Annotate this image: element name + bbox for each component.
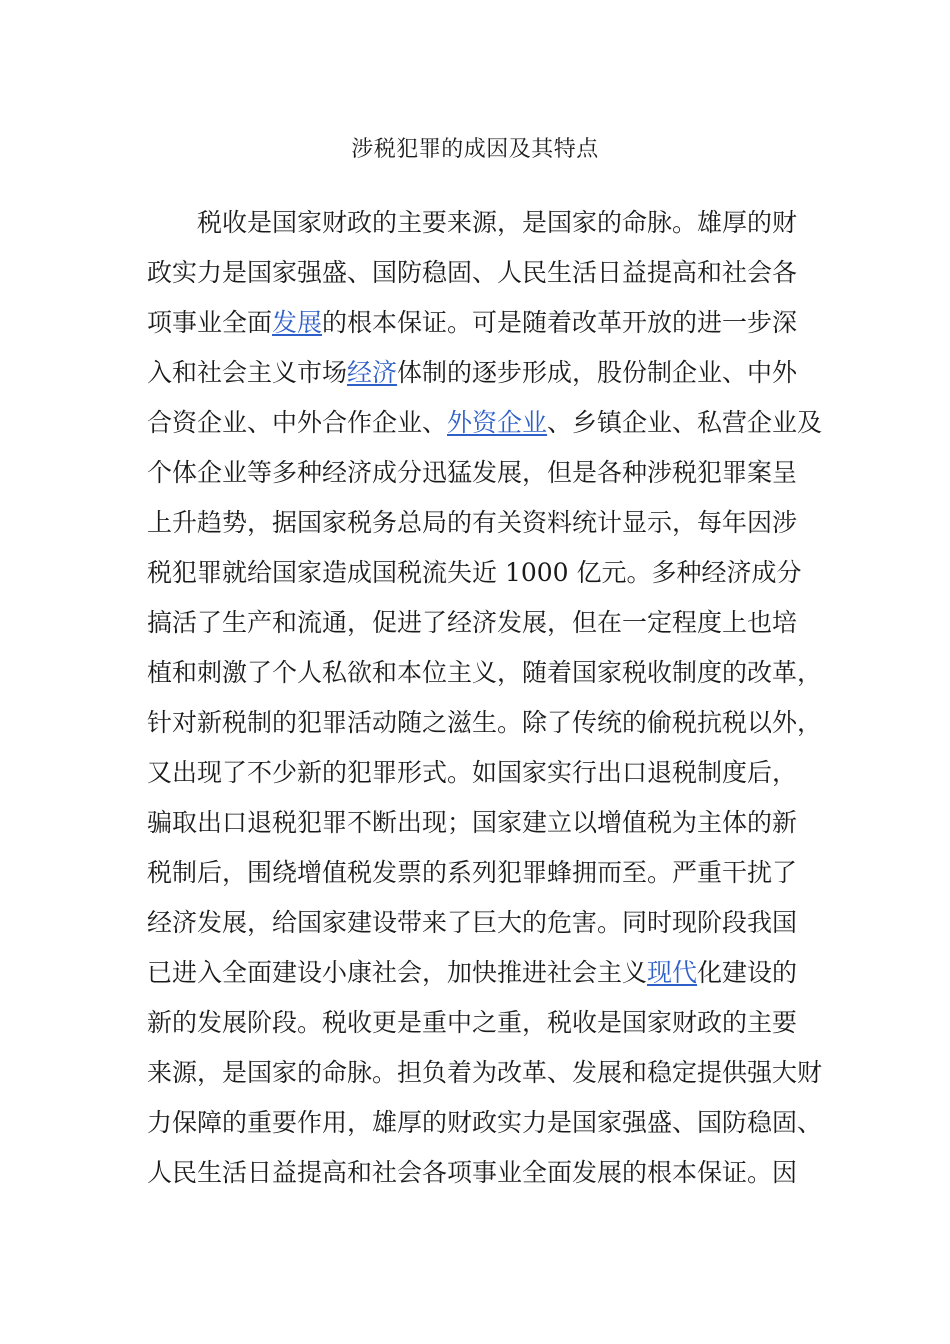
text-line [147,298,827,348]
text-run: 植和刺激了个人私欲和本位主义，随着国家税收制度的改革， [147,658,823,687]
text-run: 搞活了生产和流通，促进了经济发展，但在一定程度上也培 [147,608,798,637]
body-paragraph [147,198,827,1198]
text-line [147,898,827,948]
inline-link[interactable]: 现代 [647,958,698,987]
inline-link[interactable]: 经济 [347,358,398,387]
text-line [147,448,827,498]
text-line [147,198,827,248]
text-run: 税制后，围绕增值税发票的系列犯罪蜂拥而至。严重干扰了 [147,858,798,887]
text-run: 入和社会主义市场 [147,358,348,387]
text-run: 新的发展阶段。税收更是重中之重，税收是国家财政的主要 [147,1008,798,1037]
text-line [147,998,827,1048]
text-run: 又出现了不少新的犯罪形式。如国家实行出口退税制度后， [147,758,798,787]
text-line [147,1048,827,1098]
text-run: 人民生活日益提高和社会各项事业全面发展的根本保证。因 [147,1158,798,1187]
text-run: 已进入全面建设小康社会，加快推进社会主义 [147,958,648,987]
text-line [147,1148,827,1198]
text-line [147,698,827,748]
text-run: 针对新税制的犯罪活动随之滋生。除了传统的偷税抗税以外， [147,708,823,737]
text-line [147,798,827,848]
text-run: 力保障的重要作用，雄厚的财政实力是国家强盛、国防稳固、 [147,1108,823,1137]
text-run: 体制的逐步形成，股份制企业、中外 [397,358,798,387]
text-run: 合资企业、中外合作企业、 [147,408,448,437]
inline-link[interactable]: 发展 [272,308,323,337]
text-run: 、乡镇企业、私营企业及 [547,408,823,437]
text-run: 来源，是国家的命脉。担负着为改革、发展和稳定提供强大财 [147,1058,823,1087]
text-run: 化建设的 [697,958,798,987]
text-line [147,248,827,298]
text-line [147,348,827,398]
text-run: 项事业全面 [147,308,273,337]
text-run: 经济发展，给国家建设带来了巨大的危害。同时现阶段我国 [147,908,798,937]
text-run: 税收是国家财政的主要来源，是国家的命脉。雄厚的财 [197,208,798,237]
text-line [147,1098,827,1148]
text-line [147,548,827,598]
text-line [147,398,827,448]
text-line [147,648,827,698]
document-title: 涉税犯罪的成因及其特点 [351,137,599,162]
text-line [147,748,827,798]
text-run: 政实力是国家强盛、国防稳固、人民生活日益提高和社会各 [147,258,798,287]
text-run: 个体企业等多种经济成分迅猛发展，但是各种涉税犯罪案呈 [147,458,798,487]
inline-link[interactable]: 外资企业 [447,408,548,437]
text-line [147,948,827,998]
text-run: 的根本保证。可是随着改革开放的进一步深 [322,308,798,337]
text-run: 上升趋势，据国家税务总局的有关资料统计显示，每年因涉 [147,508,798,537]
text-line [147,498,827,548]
text-line [147,848,827,898]
text-run: 税犯罪就给国家造成国税流失近 1000 亿元。多种经济成分 [147,558,802,587]
text-line [147,598,827,648]
text-run: 骗取出口退税犯罪不断出现；国家建立以增值税为主体的新 [147,808,798,837]
